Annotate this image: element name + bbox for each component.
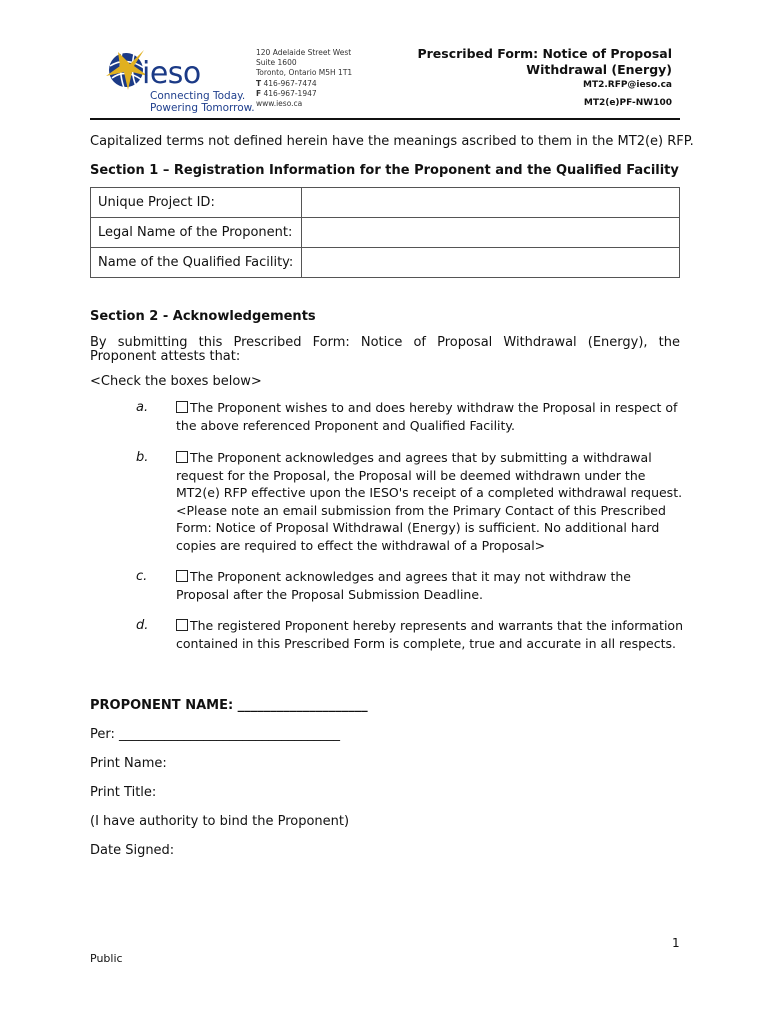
section2-title: Section 2 - Acknowledgements xyxy=(90,309,316,324)
contact-email: MT2.RFP@ieso.ca xyxy=(582,80,672,90)
checkbox-a[interactable] xyxy=(176,401,188,413)
attest-text: By submitting this Prescribed Form: Notice of Proposal Withdrawal (Energy), the Proponent attests that: xyxy=(90,335,680,364)
form-code: MT2(e)PF-NW100 xyxy=(583,98,672,108)
unique-project-id-field[interactable] xyxy=(302,188,680,218)
item-letter: b. xyxy=(136,450,149,465)
list-item: The Proponent wishes to and does hereby withdraw the Proposal in respect of the above referenced Proponent and Qualified Facility. xyxy=(176,400,678,433)
unique-project-id-label: Unique Project ID: xyxy=(91,188,302,218)
date-signed-label: Date Signed: xyxy=(90,843,175,858)
classification-label: Public xyxy=(90,952,123,965)
logo-tagline: Connecting Today. Powering Tomorrow. xyxy=(150,90,255,114)
intro-text: Capitalized terms not defined herein have the meanings ascribed to them in the MT2(e) RFP. xyxy=(90,134,694,149)
legal-name-field[interactable] xyxy=(302,218,680,248)
item-letter: c. xyxy=(136,569,148,584)
page-number: 1 xyxy=(672,936,680,950)
list-item: The Proponent acknowledges and agrees that it may not withdraw the Proposal after the Proposal Submission Deadline. xyxy=(176,569,631,602)
print-name-label: Print Name: xyxy=(90,756,167,771)
table-row xyxy=(91,218,680,248)
form-title: Prescribed Form: Notice of Proposal Withdrawal (Energy) xyxy=(417,46,672,77)
proponent-name-field[interactable]: PROPONENT NAME: ____________________ xyxy=(90,698,368,713)
section1-title: Section 1 – Registration Information for the Proponent and the Qualified Facility xyxy=(90,163,679,178)
header-divider xyxy=(90,118,680,120)
registration-table xyxy=(90,187,680,278)
facility-name-label: Name of the Qualified Facility: xyxy=(91,248,302,278)
checkbox-d[interactable] xyxy=(176,619,188,631)
print-title-label: Print Title: xyxy=(90,785,157,800)
address-block: 120 Adelaide Street West Suite 1600 Toronto, Ontario M5H 1T1 T 416-967-7474 F 416-967-1947 www.ieso.ca xyxy=(256,48,353,109)
list-item: The Proponent acknowledges and agrees that by submitting a withdrawal request for the Proposal, the Proposal will be deemed withdrawn under the MT2(e) RFP effective upon the IESO's receipt of a completed withdrawal request. <Please note an email submission from the Primary Contact of this Prescribed Form: Notice of Proposal Withdrawal (Energy) is sufficient. No additional hard copies are required to effect the withdrawal of a Proposal> xyxy=(176,450,683,553)
list-item: The registered Proponent hereby represents and warrants that the information contained in this Prescribed Form is complete, true and accurate in all respects. xyxy=(176,618,683,651)
legal-name-label: Legal Name of the Proponent: xyxy=(91,218,302,248)
table-row xyxy=(91,188,680,218)
authority-note: (I have authority to bind the Proponent) xyxy=(90,814,350,829)
check-note: <Check the boxes below> xyxy=(90,374,262,389)
item-letter: d. xyxy=(136,618,149,633)
checkbox-c[interactable] xyxy=(176,570,188,582)
item-letter: a. xyxy=(136,400,149,415)
table-row xyxy=(91,248,680,278)
per-field[interactable]: Per: __________________________________ xyxy=(90,727,341,742)
facility-name-field[interactable] xyxy=(302,248,680,278)
logo-wordmark: ieso xyxy=(142,56,201,91)
checkbox-b[interactable] xyxy=(176,451,188,463)
